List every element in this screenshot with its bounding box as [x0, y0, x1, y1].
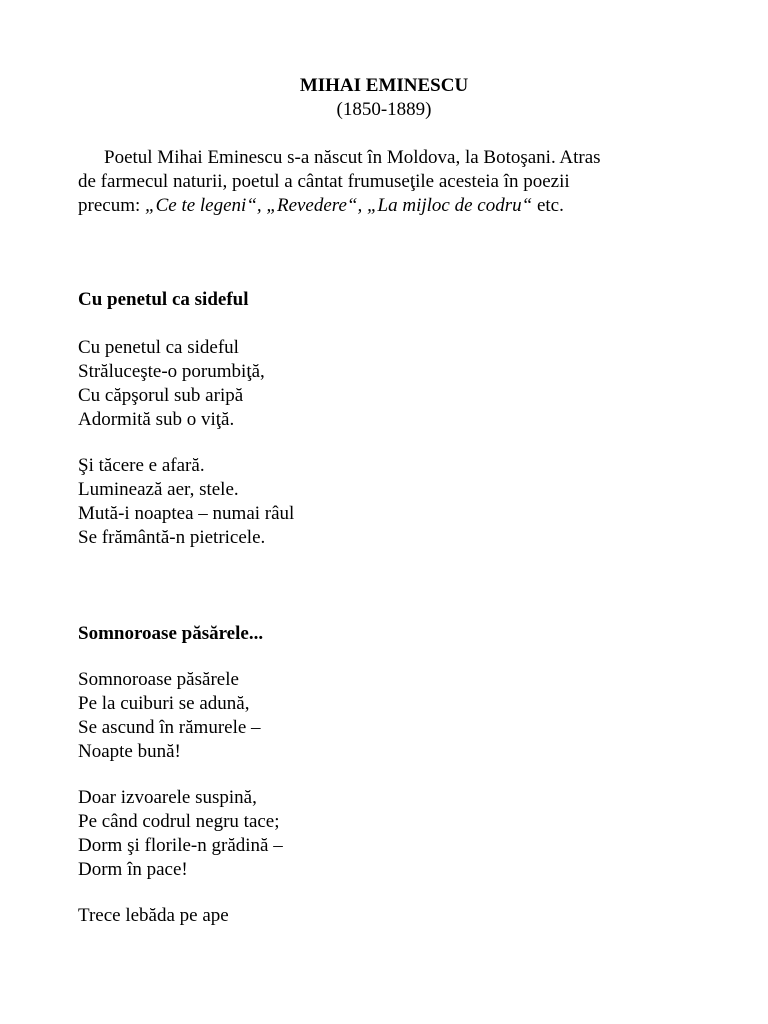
author-dates: (1850-1889)	[336, 99, 432, 120]
verse-line: Somnoroase păsărele	[78, 669, 239, 690]
intro-line: Poetul Mihai Eminescu s-a născut în Moldova, la Botoşani. Atras	[104, 147, 601, 168]
verse-line: Pe când codrul negru tace;	[78, 811, 280, 832]
verse-line: Mută-i noaptea – numai râul	[78, 503, 295, 524]
verse-line: Trece lebăda pe ape	[78, 905, 229, 926]
intro-line: de farmecul naturii, poetul a cântat frumuseţile acesteia în poezii	[78, 171, 570, 192]
stanza	[78, 786, 283, 882]
verse-line: Se ascund în rămurele –	[78, 717, 261, 738]
verse-line: Dorm şi florile-n grădină –	[78, 835, 283, 856]
intro-line	[78, 194, 718, 218]
verse-line: Doar izvoarele suspină,	[78, 787, 257, 808]
stanza	[78, 904, 229, 928]
verse-line: Şi tăcere e afară.	[78, 455, 205, 476]
verse-line: Noapte bună!	[78, 741, 181, 762]
intro-line-suffix: etc.	[532, 195, 564, 216]
works-list: „Ce te legeni“, „Revedere“, „La mijloc de codru“	[145, 195, 533, 216]
intro-line-prefix: precum:	[78, 195, 146, 216]
stanza	[78, 668, 261, 764]
poem-title: Cu penetul ca sideful	[78, 289, 249, 310]
verse-line: Pe la cuiburi se adună,	[78, 693, 250, 714]
verse-line: Luminează aer, stele.	[78, 479, 239, 500]
verse-line: Cu căpşorul sub aripă	[78, 385, 244, 406]
verse-line: Dorm în pace!	[78, 859, 188, 880]
page-title: MIHAI EMINESCU	[299, 75, 469, 96]
verse-line: Străluceşte-o porumbiţă,	[78, 361, 265, 382]
verse-line: Adormită sub o viţă.	[78, 409, 235, 430]
intro-paragraph	[78, 146, 718, 218]
stanza	[78, 336, 265, 432]
verse-line: Se frământă-n pietricele.	[78, 527, 266, 548]
verse-line: Cu penetul ca sideful	[78, 337, 239, 358]
poem-title: Somnoroase păsărele...	[78, 623, 264, 644]
stanza	[78, 454, 294, 550]
